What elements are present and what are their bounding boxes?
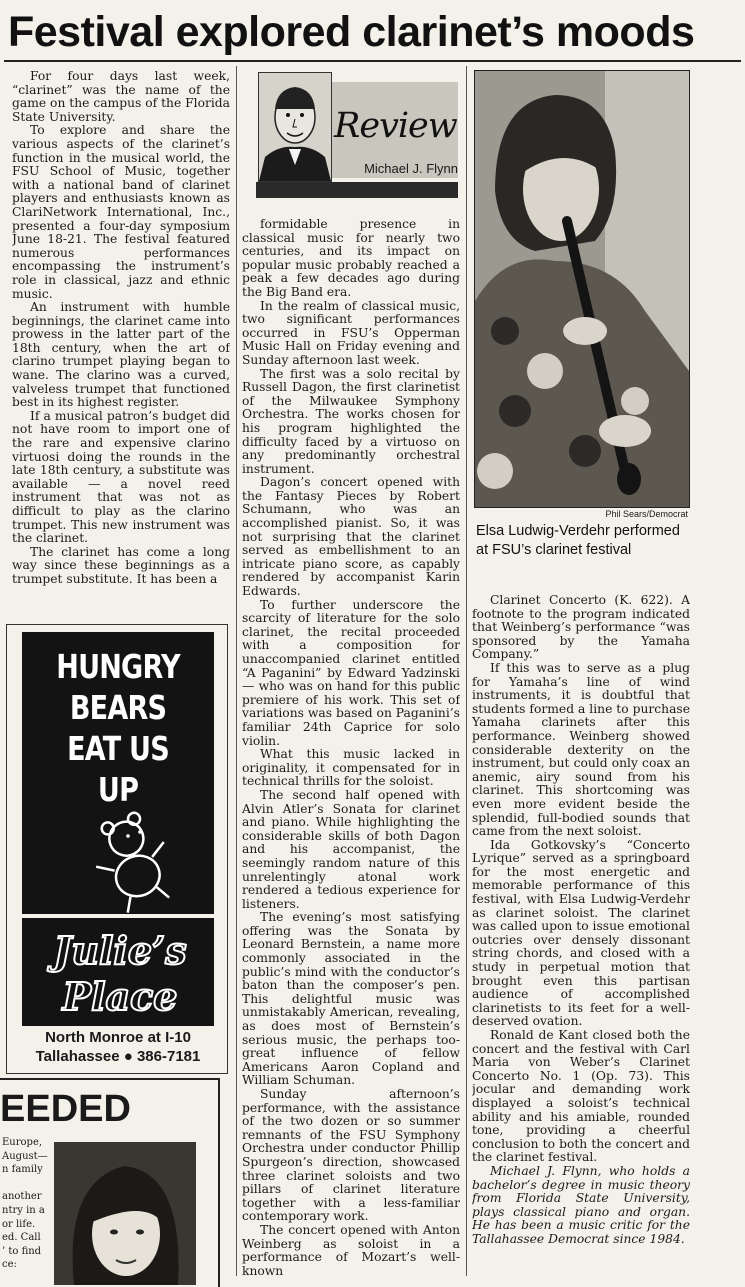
review-header-bar — [256, 182, 458, 198]
critic-portrait — [258, 72, 332, 182]
author-bio: Michael J. Flynn, who holds a bachelor’s degree in music theory from Florida State University, plays classical piano and organ. He has been a music critic for the Tallahassee Democrat since 1984. — [472, 1163, 690, 1246]
article-paragraph: Sunday afternoon’s performance, with the assistance of the two dozen or so summer remnants of the FSU Symphony Orchestra under conductor Phillip Spurgeon’s direction, showcased three clarinet soloists and two pillars of clarinet literature together with a less-familiar contemporary work. — [242, 1087, 460, 1224]
article-paragraph: An instrument with humble beginnings, the clarinet came into prowess in the latter part of the 18th century, when the art of clarino trumpet playing began to wane. The clarino was a curved, valveless trumpet that functioned best in its highest register. — [12, 300, 230, 410]
article-paragraph: The concert opened with Anton Weinberg as soloist in a performance of Mozart’s well-known — [242, 1222, 460, 1278]
article-paragraph: The first was a solo recital by Russell Dagon, the first clarinetist of the Milwaukee Symphony Orchestra. The works chosen for his program highlighted the difficulty faced by a virtuoso on any predominantly orchestral instrument. — [242, 366, 460, 476]
classified-ad-line: ntry in a — [2, 1204, 45, 1216]
article-column-2 — [242, 218, 460, 1284]
classified-ad-line: Europe, — [2, 1137, 43, 1148]
article-paragraph: Ronald de Kant closed both the concert and the festival with Carl Maria von Weber’s Clarinet Concerto No. 1 (Op. 73). This jocular and demanding work displayed a soloist’s technical ability and his amiable, rounded tone, providing a cheerful conclusion to both the concert and the clarinet festival. — [472, 1028, 690, 1165]
article-paragraph: If a musical patron’s budget did not have room to import one of the rare and expensive clarino virtuosi doing the rounds in the late 18th century, a substitute was available — a novel reed instrument that was not as difficult to play as the clarino trumpet. This new instrument was the clarinet. — [12, 408, 230, 546]
julies-place-logo — [22, 918, 214, 1026]
advertisement-headline-panel — [22, 632, 214, 914]
column-divider — [466, 66, 467, 1276]
advertisement-address: North Monroe at I-10 — [45, 1029, 191, 1046]
ad-headline-line: BEARS — [69, 688, 167, 727]
article-paragraph: The clarinet has come a long way since these beginnings as a trumpet substitute. It has been a — [12, 544, 230, 586]
classified-ad-title: EEDED — [0, 1088, 131, 1130]
logo-word-place: Place — [62, 974, 178, 1019]
article-paragraph: In the realm of classical music, two significant performances occurred in FSU’s Opperman Music Hall on Friday evening and Sunday afternoon last week. — [242, 298, 460, 367]
ad-headline-line: HUNGRY — [56, 647, 180, 686]
article-column-1 — [12, 70, 230, 618]
article-paragraph: To further underscore the scarcity of literature for the solo clarinet, the recital proceeded with a composition for unaccompanied clarinet entitled “A Paganini” by Edward Yadzinski — who was on hand for this public premiere of his work. This set of variations was based on Paganini’s familiar 24th Caprice for solo violin. — [242, 597, 460, 748]
article-paragraph: Ida Gotkovsky’s “Concerto Lyrique” served as a springboard for the most energetic and memorable performance of this festival, with Elsa Ludwig-Verdehr as clarinet soloist. The clarinet was called upon to issue emotional outcries over densely dissonant string chords, and closed with a study in perpetual motion that brought even this partisan audience of accomplished clarinetists to its feet for a well-deserved ovation. — [472, 837, 690, 1029]
article-paragraph: To explore and share the various aspects of the clarinet’s function in the musical world, the FSU School of Music, together with a national band of clarinet players and enthusiasts known as ClariNetwork International, Inc., presented a four-day symposium June 18-21. The festival featured numerous performances encompassing the instrument’s role in classical, jazz and ethnic music. — [12, 123, 230, 301]
critic-portrait-drawing — [259, 73, 331, 181]
classified-ad-line: another — [2, 1191, 42, 1203]
ad-headline-line: UP — [97, 770, 139, 809]
ad-headline-line: EAT US — [67, 729, 169, 768]
column-divider — [236, 66, 237, 1276]
clarinetist-photo-drawing — [475, 71, 689, 507]
headline: Festival explored clarinet’s moods — [8, 8, 695, 56]
article-paragraph: For four days last week, “clarinet” was the name of the game on the campus of the Florida State University. — [12, 70, 230, 124]
classified-ad-line: n family — [2, 1164, 43, 1176]
article-paragraph: If this was to serve as a plug for Yamaha’s line of wind instruments, it is doubtful that students formed a line to purchase Yamaha clarinets after this performance. Weinberg showed considerable dexterity on the instrument, but could only coax an anemic, airy sound from his clarinet. This shortcoming was even more evident beside the splendid, full-bodied sounds that came from the next soloist. — [472, 660, 690, 839]
article-paragraph: Dagon’s concert opened with the Fantasy Pieces by Robert Schumann, who was an accomplished pianist. So, it was not surprising that the clarinet served as embellishment to an intricate piano score, as capably rendered by accompanist Karin Edwards. — [242, 475, 460, 599]
article-paragraph: The second half opened with Alvin Atler’s Sonata for clarinet and piano. While highlighting the considerable skills of both Dagon and his accompanist, the seemingly random nature of this unrelentingly atonal work rendered a tedious experience for listeners. — [242, 787, 460, 911]
review-label: Review — [334, 106, 457, 146]
article-paragraph: Clarinet Concerto (K. 622). A footnote to the program indicated that Weinberg’s performance “was sponsored by the Yamaha Company.” — [472, 594, 690, 662]
classified-ad-portrait — [54, 1142, 196, 1285]
classified-ad-line: August— — [2, 1150, 48, 1162]
article-paragraph: The evening’s most satisfying offering was the Sonata by Leonard Bernstein, a name more commonly associated in the public’s mind with the conductor’s baton than the composer’s pen. This delightful music was unmistakably American, revealing, as does most of Bernstein’s serious music, the perhaps too-great influence of fellow Americans Aaron Copland and William Schuman. — [242, 910, 460, 1088]
classified-ad-line — [2, 1177, 50, 1191]
article-paragraph: formidable presence in classical music for nearly two centuries, and its impact on popular music probably reached a peak a few decades ago during the Big Band era. — [242, 218, 460, 299]
photo-caption: Elsa Ludwig-Verdehr performed at FSU’s clarinet festival — [476, 523, 680, 558]
article-column-3 — [472, 594, 690, 1284]
classified-ad-photo — [54, 1142, 196, 1285]
classified-ad-line: ce: — [2, 1259, 17, 1271]
photo-credit: Phil Sears/Democrat — [605, 509, 688, 519]
clarinetist-photo — [474, 70, 690, 508]
headline-rule — [4, 60, 741, 62]
julies-place-logo-art — [22, 918, 214, 1026]
teddy-bear-icon — [22, 632, 214, 914]
classified-ad-text — [2, 1136, 50, 1284]
advertisement-phone: Tallahassee ● 386-7181 — [35, 1048, 201, 1065]
classified-ad-line: or life. — [2, 1218, 36, 1230]
byline: Michael J. Flynn — [364, 161, 458, 176]
classified-ad-line: ed. Call — [2, 1232, 41, 1244]
article-paragraph: What this music lacked in originality, it compensated for in technical thrills for the soloist. — [242, 747, 460, 789]
logo-word-julies: Julie’s — [53, 928, 187, 973]
classified-ad-line: ’ to find — [2, 1245, 42, 1257]
